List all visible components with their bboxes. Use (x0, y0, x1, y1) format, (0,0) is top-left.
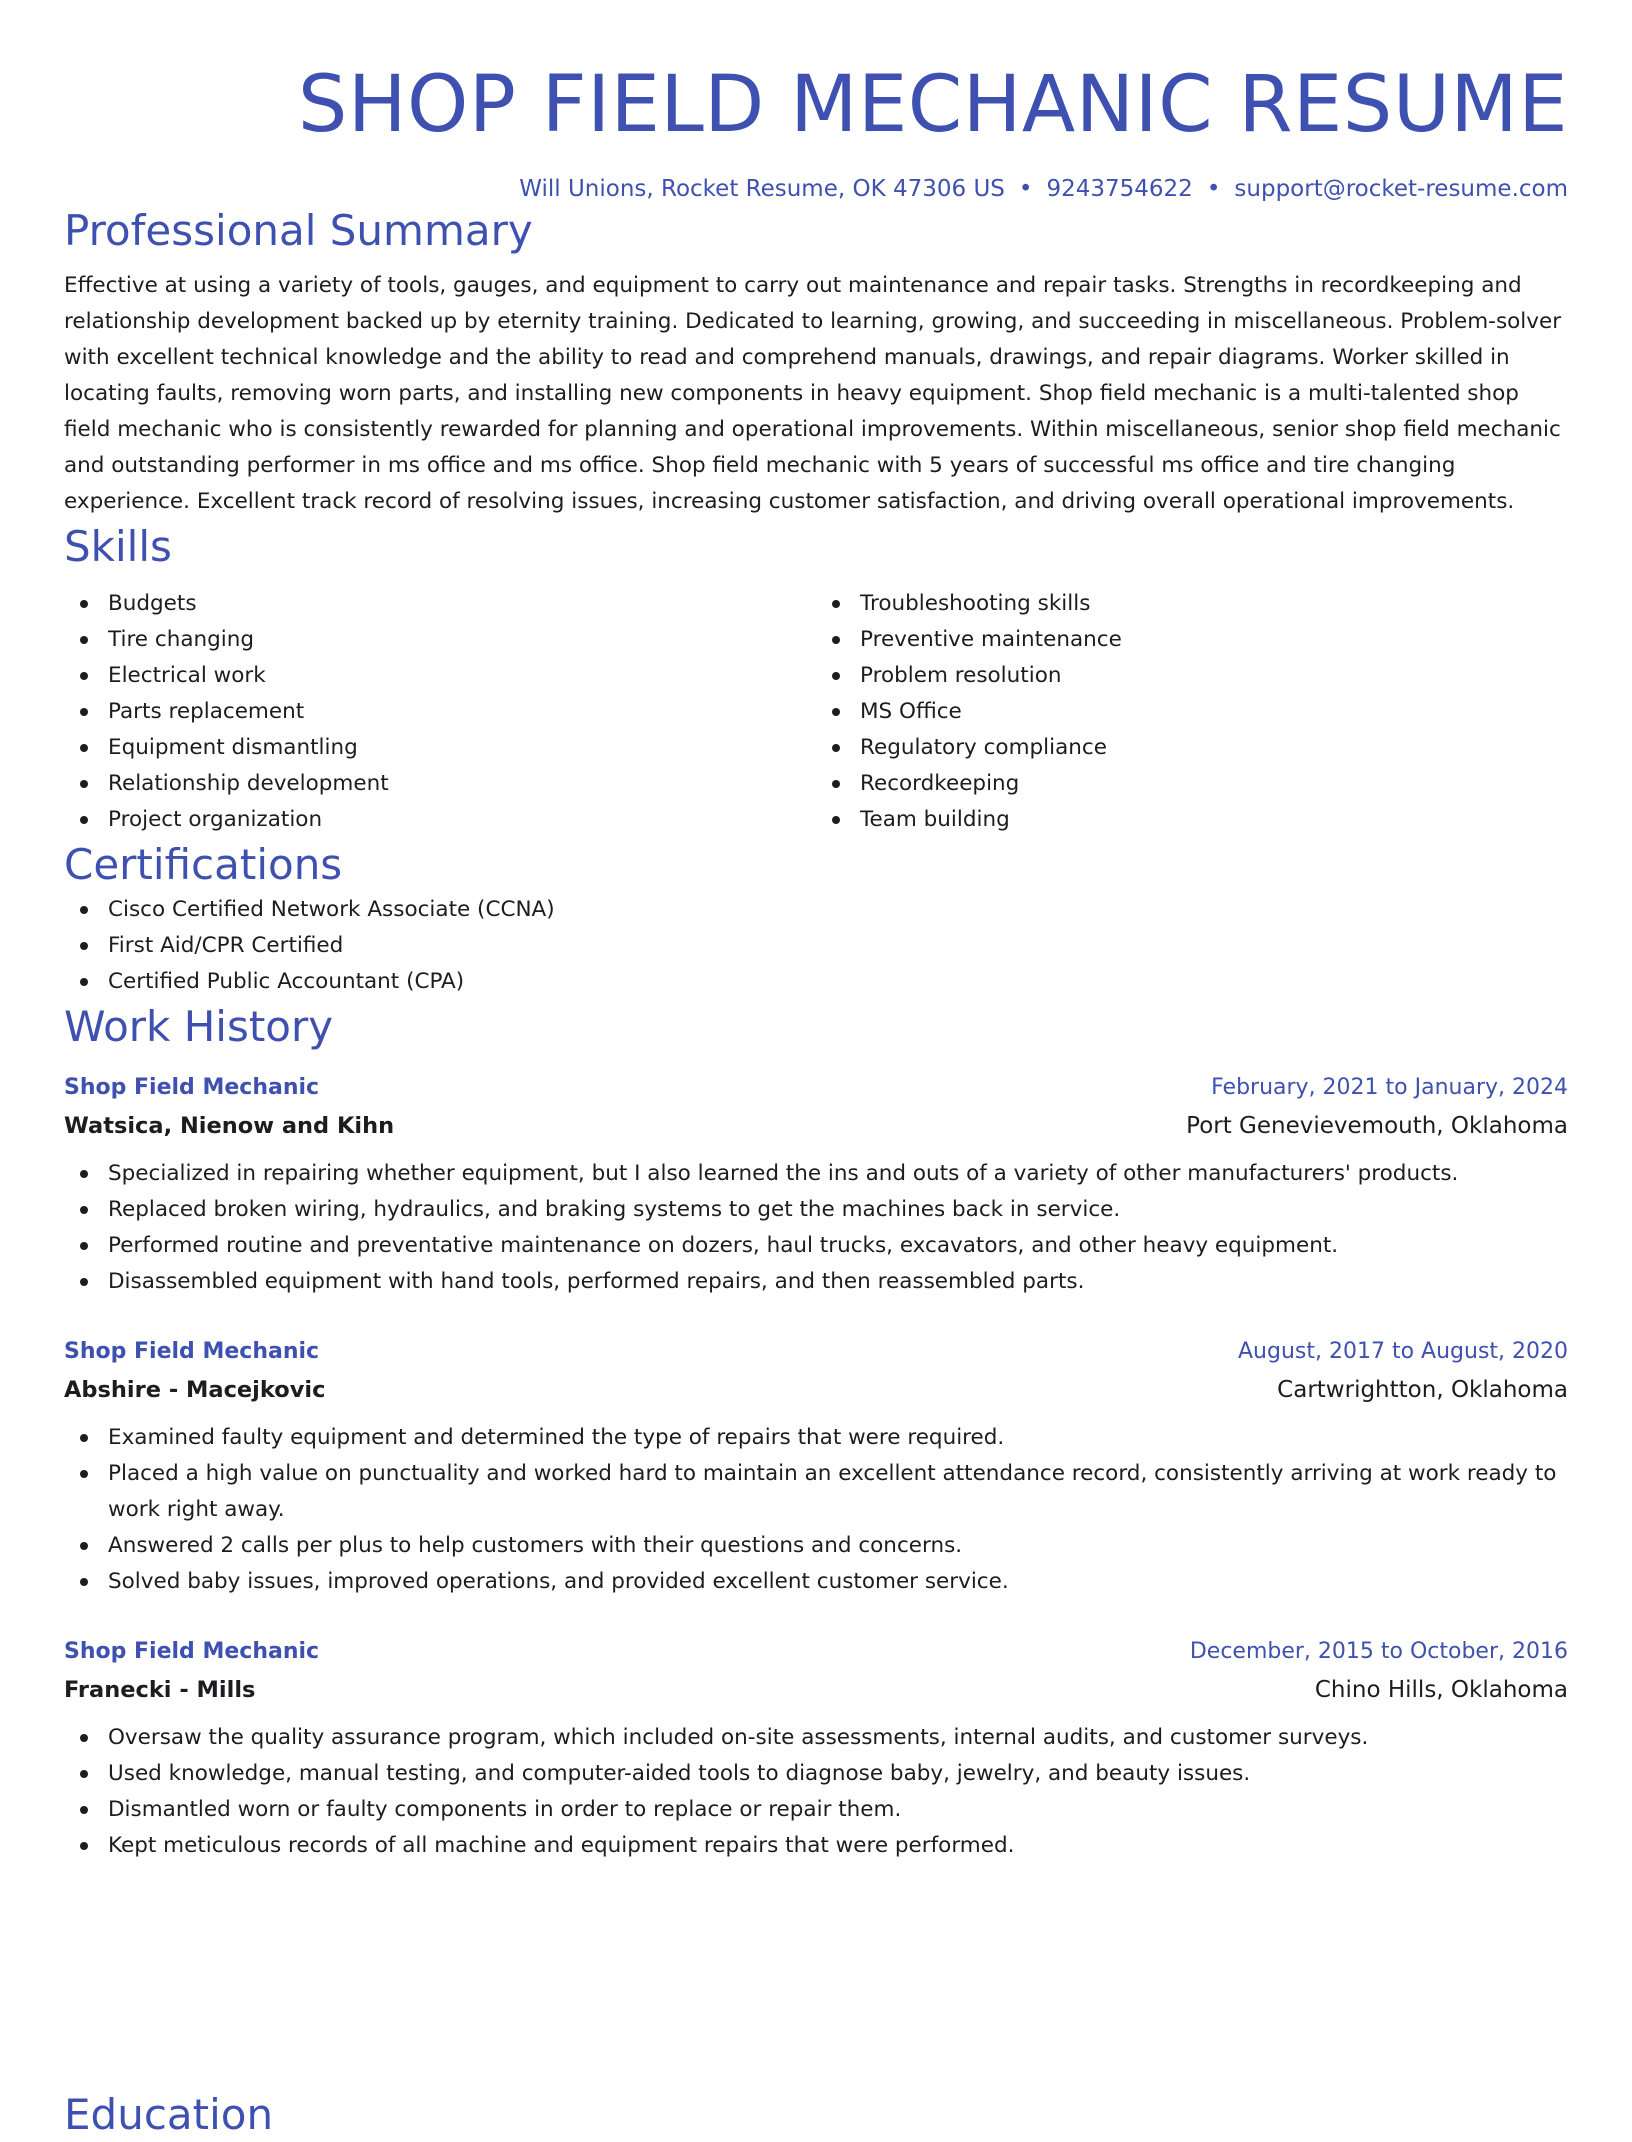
job-location: Cartwrightton, Oklahoma (1277, 1377, 1568, 1403)
job-company-row (64, 1370, 1568, 1410)
job-bullet: Examined faulty equipment and determined the type of repairs that were required. (64, 1420, 1568, 1456)
job-company: Abshire - Macejkovic (64, 1377, 326, 1403)
certifications-list (64, 892, 1568, 1000)
job-bullet: Disassembled equipment with hand tools, performed repairs, and then reassembled parts. (64, 1264, 1568, 1300)
job-company: Franecki - Mills (64, 1677, 256, 1703)
summary-heading: Professional Summary (64, 206, 533, 255)
skill-item: Relationship development (64, 766, 816, 802)
skills-columns (64, 586, 1568, 838)
contact-line (64, 174, 1568, 204)
job-bullet: Replaced broken wiring, hydraulics, and braking systems to get the machines back in service. (64, 1192, 1568, 1228)
job-bullet: Solved baby issues, improved operations, and provided excellent customer service. (64, 1564, 1568, 1600)
job-entry (64, 1070, 1568, 1300)
job-dates: December, 2015 to October, 2016 (1189, 1639, 1568, 1664)
job-bullet: Performed routine and preventative maintenance on dozers, haul trucks, excavators, and other heavy equipment. (64, 1228, 1568, 1264)
job-bullets (64, 1420, 1568, 1600)
contact-email: support@rocket-resume.com (1234, 176, 1568, 202)
job-title: Shop Field Mechanic (64, 1075, 320, 1100)
skill-item: Project organization (64, 802, 816, 838)
certification-item: First Aid/CPR Certified (64, 928, 1568, 964)
job-header-row (64, 1334, 1568, 1370)
job-title: Shop Field Mechanic (64, 1639, 320, 1664)
skill-item: Equipment dismantling (64, 730, 816, 766)
skill-item: Electrical work (64, 658, 816, 694)
contact-address: Will Unions, Rocket Resume, OK 47306 US (519, 176, 1005, 202)
job-bullets (64, 1720, 1568, 1864)
skills-heading: Skills (64, 522, 172, 571)
contact-separator: • (1018, 176, 1033, 202)
job-bullet: Dismantled worn or faulty components in order to replace or repair them. (64, 1792, 1568, 1828)
resume-title: SHOP FIELD MECHANIC RESUME (297, 60, 1568, 150)
summary-text: Effective at using a variety of tools, gauges, and equipment to carry out maintenance and repair tasks. Strengths in recordkeeping and relationship development backed up by eternity training. Dedicated to learning, growing, and succeeding in miscellaneous. Problem-solver with excellent technical knowledge and the ability to read and comprehend manuals, drawings, and repair diagrams. Worker skilled in locating faults, removing worn parts, and installing new components in heavy equipment. Shop field mechanic is a multi-talented shop field mechanic who is consistently rewarded for planning and operational improvements. Within miscellaneous, senior shop field mechanic and outstanding performer in ms office and ms office. Shop field mechanic with 5 years of successful ms office and tire changing experience. Excellent track record of resolving issues, increasing customer satisfaction, and driving overall operational improvements. (64, 273, 1562, 514)
job-company-row (64, 1670, 1568, 1710)
certification-item: Cisco Certified Network Associate (CCNA) (64, 892, 1568, 928)
skill-item: MS Office (816, 694, 1568, 730)
job-dates: February, 2021 to January, 2024 (1211, 1075, 1568, 1100)
contact-separator: • (1206, 176, 1221, 202)
certification-item: Certified Public Accountant (CPA) (64, 964, 1568, 1000)
skill-item: Preventive maintenance (816, 622, 1568, 658)
job-bullet: Kept meticulous records of all machine and equipment repairs that were performed. (64, 1828, 1568, 1864)
skill-item: Problem resolution (816, 658, 1568, 694)
contact-phone: 9243754622 (1046, 176, 1193, 202)
skill-item: Tire changing (64, 622, 816, 658)
job-bullet: Oversaw the quality assurance program, which included on-site assessments, internal audits, and customer surveys. (64, 1720, 1568, 1756)
job-bullet: Specialized in repairing whether equipment, but I also learned the ins and outs of a variety of other manufacturers' products. (64, 1156, 1568, 1192)
job-company: Watsica, Nienow and Kihn (64, 1113, 395, 1139)
skills-list-left (64, 586, 816, 838)
skill-item: Budgets (64, 586, 816, 622)
job-bullets (64, 1156, 1568, 1300)
job-bullet: Used knowledge, manual testing, and computer-aided tools to diagnose baby, jewelry, and beauty issues. (64, 1756, 1568, 1792)
skill-item: Recordkeeping (816, 766, 1568, 802)
skill-item: Regulatory compliance (816, 730, 1568, 766)
job-bullet: Placed a high value on punctuality and worked hard to maintain an excellent attendance record, consistently arriving at work ready to work right away. (64, 1456, 1568, 1528)
certifications-heading: Certifications (64, 840, 343, 889)
job-company-row (64, 1106, 1568, 1146)
work-history-heading: Work History (64, 1002, 334, 1051)
job-header-row (64, 1634, 1568, 1670)
skill-item: Troubleshooting skills (816, 586, 1568, 622)
job-entry (64, 1634, 1568, 1864)
job-dates: August, 2017 to August, 2020 (1238, 1339, 1568, 1364)
job-title: Shop Field Mechanic (64, 1339, 320, 1364)
job-header-row (64, 1070, 1568, 1106)
job-location: Chino Hills, Oklahoma (1314, 1677, 1568, 1703)
job-bullet: Answered 2 calls per plus to help customers with their questions and concerns. (64, 1528, 1568, 1564)
skill-item: Parts replacement (64, 694, 816, 730)
skill-item: Team building (816, 802, 1568, 838)
skills-list-right (816, 586, 1568, 838)
education-heading: Education (64, 2090, 274, 2139)
job-entry (64, 1334, 1568, 1600)
job-location: Port Genevievemouth, Oklahoma (1186, 1113, 1568, 1139)
